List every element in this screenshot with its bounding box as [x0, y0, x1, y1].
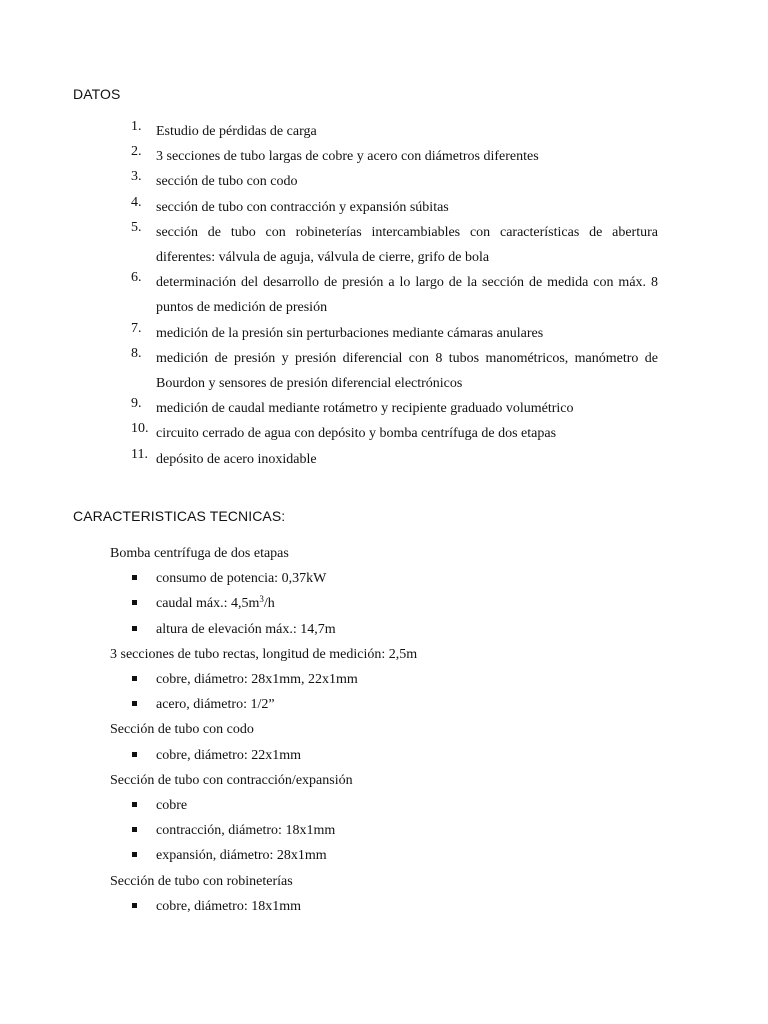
list-item	[0, 195, 768, 220]
spec-text: altura de elevación máx.: 14,7m	[156, 621, 336, 637]
spec-text: cobre, diámetro: 22x1mm	[156, 747, 302, 763]
square-bullet-icon	[132, 752, 137, 757]
spec-bullet-item	[0, 894, 768, 919]
spec-text: cobre, diámetro: 18x1mm	[156, 898, 302, 914]
list-item	[0, 144, 768, 169]
list-item	[0, 447, 768, 472]
item-number: 3.	[131, 169, 142, 185]
item-number: 9.	[131, 396, 142, 412]
technical-specs	[0, 541, 768, 919]
caudal-suffix: /h	[263, 596, 275, 612]
item-text: medición de la presión sin perturbaciones mediante cámaras anulares	[156, 325, 544, 341]
spec-text	[156, 591, 768, 616]
list-item	[0, 321, 768, 346]
spec-text: expansión, diámetro: 28x1mm	[156, 848, 327, 864]
spec-bullet-item	[0, 566, 768, 591]
spec-group-title: 3 secciones de tubo rectas, longitud de medición: 2,5m	[110, 646, 418, 662]
item-number: 1.	[131, 119, 142, 134]
item-text: 3 secciones de tubo largas de cobre y acero con diámetros diferentes	[156, 149, 539, 165]
list-item	[0, 396, 768, 421]
item-number: 5.	[131, 219, 142, 235]
spec-group-title: Sección de tubo con contracción/expansión	[110, 772, 353, 788]
caracteristicas-heading: CARACTERISTICAS TECNICAS:	[73, 508, 286, 524]
square-bullet-icon	[132, 676, 137, 681]
datos-list	[0, 119, 768, 472]
list-item	[0, 421, 768, 446]
item-text: Estudio de pérdidas de carga	[156, 124, 317, 139]
square-bullet-icon	[132, 626, 137, 631]
spec-text: acero, diámetro: 1/2”	[156, 697, 275, 713]
item-text: sección de tubo con contracción y expansión súbitas	[156, 199, 449, 215]
spec-text: consumo de potencia: 0,37kW	[156, 571, 327, 587]
square-bullet-icon	[132, 701, 137, 706]
item-text: sección de tubo con robineterías intercambiables con características de abertura diferentes: válvula de aguja, válvula de cierre, grifo de bola	[156, 224, 658, 266]
square-bullet-icon	[132, 600, 137, 605]
spec-bullet-item	[0, 793, 768, 818]
item-text: determinación del desarrollo de presión a lo largo de la sección de medida con máx. 8 puntos de medición de presión	[156, 275, 658, 316]
square-bullet-icon	[132, 903, 137, 908]
item-number: 2.	[131, 144, 142, 160]
caudal-prefix: caudal máx.: 4,5m	[156, 596, 260, 612]
spec-bullet-item	[0, 617, 768, 642]
spec-group-title: Sección de tubo con robineterías	[110, 873, 293, 889]
spec-bullet-item	[0, 843, 768, 868]
item-text: depósito de acero inoxidable	[156, 451, 317, 467]
caudal-superscript: 3	[259, 594, 264, 605]
list-item	[0, 346, 768, 396]
list-item	[0, 220, 768, 270]
item-number: 6.	[131, 270, 142, 286]
spec-group-title: Sección de tubo con codo	[110, 722, 254, 738]
spec-text: cobre	[156, 798, 188, 814]
square-bullet-icon	[132, 575, 137, 580]
square-bullet-icon	[132, 802, 137, 807]
item-text: medición de caudal mediante rotámetro y recipiente graduado volumétrico	[156, 401, 574, 417]
spec-text: contracción, diámetro: 18x1mm	[156, 823, 336, 839]
list-item	[0, 270, 768, 320]
item-text: circuito cerrado de agua con depósito y bomba centrífuga de dos etapas	[156, 426, 557, 442]
item-number: 10.	[131, 421, 149, 437]
square-bullet-icon	[132, 852, 137, 857]
list-item	[0, 119, 768, 144]
item-number: 7.	[131, 320, 142, 336]
spec-bullet-item	[0, 591, 768, 616]
spec-bullet-item	[0, 667, 768, 692]
spec-bullet-item	[0, 692, 768, 717]
datos-heading: DATOS	[73, 86, 121, 102]
item-text: medición de presión y presión diferencial con 8 tubos manométricos, manómetro de Bourdon y sensores de presión diferencial electrónicos	[156, 350, 658, 392]
item-number: 8.	[131, 345, 142, 361]
square-bullet-icon	[132, 827, 137, 832]
spec-group-title: Bomba centrífuga de dos etapas	[110, 546, 289, 561]
item-number: 4.	[131, 194, 142, 210]
item-number: 11.	[131, 446, 148, 462]
spec-bullet-item	[0, 818, 768, 843]
spec-text: cobre, diámetro: 28x1mm, 22x1mm	[156, 672, 358, 688]
list-item	[0, 169, 768, 194]
spec-bullet-item	[0, 743, 768, 768]
item-text: sección de tubo con codo	[156, 174, 298, 190]
